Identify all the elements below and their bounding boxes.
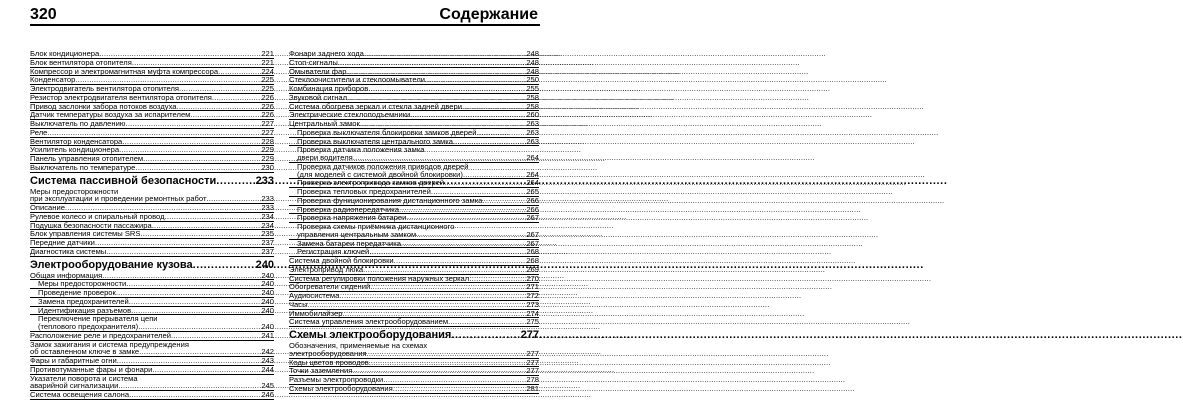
dot-leader [65, 204, 260, 212]
toc-entry-title: Проверка датчиков положения приводов дверей [297, 161, 469, 171]
dot-leader [352, 367, 525, 375]
toc-page-number: 244 [261, 364, 274, 374]
toc-page-number: 263 [526, 119, 539, 128]
dot-leader [444, 179, 525, 187]
dot-leader [482, 197, 525, 205]
toc-page-number: 226 [261, 92, 274, 102]
toc-page-number: 263 [526, 127, 539, 137]
toc-entry-title: Проверка выключателя центрального замка [297, 136, 453, 146]
toc-entry-title: Разъемы электропроводки [289, 375, 384, 384]
dot-leader [393, 385, 526, 393]
dot-leader [122, 138, 260, 146]
dot-leader [476, 129, 525, 137]
dot-leader [106, 248, 260, 256]
toc-page-number: 277 [526, 366, 539, 376]
dot-leader [453, 138, 525, 146]
dot-leader [462, 103, 525, 111]
page-number: 320 [30, 6, 57, 23]
toc-page-number: 226 [261, 110, 274, 120]
dot-leader [95, 239, 260, 247]
toc-page-number: 277 [526, 357, 539, 367]
toc-entry-title: Блок кондиционера [30, 49, 100, 58]
toc-entry-title: Регистрация ключей [297, 247, 370, 257]
page-header [30, 4, 540, 26]
toc-page-number: 243 [261, 356, 274, 365]
toc-entry-title: (для моделей с системой двойной блокировки) [297, 169, 463, 179]
toc-entry-title: Аудиосистема [289, 291, 340, 300]
toc-entry-title: Схемы электрооборудования [289, 329, 452, 341]
dot-leader [118, 382, 260, 390]
dot-leader [138, 323, 260, 331]
toc-entry-title: Переключение прерывателя цепи [38, 314, 158, 324]
toc-page-number: 241 [261, 330, 274, 340]
toc-page-number: 224 [261, 66, 274, 76]
toc-right-column [289, 50, 539, 394]
toc-page-number: 237 [261, 238, 274, 247]
toc-entry-title: Указатели поворота и система [30, 373, 138, 383]
toc-page-number: 240 [255, 258, 274, 271]
toc-page-number: 233 [261, 194, 274, 204]
toc-entry-title: Замок зажигания и система предупреждения [30, 339, 189, 349]
toc-page-number: 264 [526, 178, 539, 188]
dot-leader [99, 50, 260, 58]
toc-entry-title: Иммобилайзер [289, 308, 343, 318]
toc-entry-title: Точки заземления [289, 366, 353, 376]
toc-page-number: 268 [526, 256, 539, 265]
toc-entry-title: (теплового предохранителя) [38, 322, 139, 331]
dot-leader [383, 376, 525, 384]
toc-entry-title: Фары и габаритные огни [30, 356, 117, 365]
toc-entry-title: Проверка функционирования дистанционного замка [297, 195, 483, 205]
toc-entry-title: Резистор электродвигателя вентилятора отопителя [30, 92, 212, 102]
toc-page-number: 265 [526, 187, 539, 196]
toc-entry-title: аварийной сигнализации [30, 381, 119, 391]
toc-entry-title: Система двойной блокировки [289, 256, 394, 265]
toc-entry [30, 391, 274, 400]
toc-entry-title: Блок управления системы SRS [30, 229, 141, 239]
toc-page-number: 226 [261, 101, 274, 111]
toc-entry [30, 248, 274, 257]
toc-page-number: 250 [526, 75, 539, 85]
page-title: Содержание [439, 6, 538, 23]
dot-leader [116, 289, 260, 297]
toc-page-number: 228 [261, 136, 274, 146]
toc-entry [289, 318, 539, 327]
dot-leader [339, 292, 525, 300]
toc-page-number: 221 [261, 49, 274, 58]
toc-page-number: 240 [261, 288, 274, 297]
dot-leader [360, 120, 526, 128]
toc-page-number: 272 [526, 291, 539, 300]
toc-entry-title: Идентификация разъемов [38, 305, 132, 315]
toc-page-number: 230 [261, 162, 274, 172]
toc-entry [289, 385, 539, 394]
toc-entry-title: Передние датчики [30, 238, 95, 247]
toc-page-number: 271 [526, 282, 539, 292]
toc-page-number: 267 [526, 238, 539, 248]
dot-leader [369, 248, 525, 256]
toc-entry-title: Центральный замок [289, 119, 360, 128]
dot-leader [179, 85, 260, 93]
dot-leader [347, 94, 525, 102]
dot-leader [117, 357, 261, 365]
toc-entry-title: Система обогрева зеркал и стекла задней двери [289, 101, 462, 111]
toc-entry-title: Омыватели фар [289, 66, 347, 76]
dot-leader [448, 318, 525, 326]
toc-page-number: 281 [526, 383, 539, 393]
toc-page-number: 270 [526, 273, 539, 283]
toc-page-number: 229 [261, 154, 274, 163]
toc-page-number: 269 [526, 264, 539, 274]
dot-leader [139, 348, 260, 356]
toc-entry-title: Меры предосторожности [30, 186, 119, 196]
toc-entry-title: Реле [30, 127, 48, 137]
toc-page-number: 242 [261, 347, 274, 357]
toc-page-number: 246 [261, 390, 274, 399]
toc-page-number: 267 [526, 229, 539, 239]
toc-entry-title: Замена предохранителей [38, 296, 129, 306]
dot-leader [216, 175, 254, 188]
toc-page-number: 234 [261, 211, 274, 221]
toc-page-number: 233 [261, 203, 274, 212]
toc-entry-title: Замена батареи передатчика [297, 238, 401, 248]
toc-entry-title: Электрические стеклоподъемники [289, 110, 411, 120]
dot-leader [364, 50, 525, 58]
toc-entry-title: Проведение проверок [38, 288, 116, 297]
toc-section-heading [30, 175, 274, 188]
toc-page-number: 263 [526, 136, 539, 146]
toc-page-number: 233 [255, 174, 274, 187]
dot-leader [451, 329, 519, 342]
dot-leader [126, 120, 261, 128]
toc-entry [30, 164, 274, 173]
dot-leader [212, 94, 260, 102]
toc-page-number: 240 [261, 305, 274, 315]
toc-entry-title: Схемы электрооборудования [289, 383, 393, 393]
dot-leader [171, 332, 260, 340]
toc-entry-title: Проверка датчика положения замка [297, 145, 425, 155]
toc-page [0, 0, 570, 402]
toc-page-number: 235 [261, 229, 274, 239]
dot-leader [346, 68, 525, 76]
dot-leader [369, 359, 526, 367]
toc-entry-title: Фонари заднего хода [289, 49, 364, 58]
toc-page-number: 234 [261, 220, 274, 230]
toc-page-number: 240 [261, 270, 274, 280]
dot-leader [206, 195, 260, 203]
toc-entry-title: Компрессор и электромагнитная муфта компрессора [30, 66, 219, 76]
toc-entry-title: двери водителя [297, 153, 353, 162]
toc-entry-title: Диагностика системы [30, 246, 107, 256]
toc-entry-title: Конденсатор [30, 75, 76, 85]
dot-leader [75, 76, 260, 84]
dot-leader [152, 222, 261, 230]
toc-page-number: 258 [526, 101, 539, 111]
toc-entry-title: Выключатель по температуре [30, 162, 136, 172]
toc-entry-title: Звуковой сигнал [289, 92, 348, 102]
dot-leader [143, 155, 260, 163]
dot-leader [401, 240, 525, 248]
toc-entry-title: Проверка электропривода замков дверей [297, 178, 445, 188]
toc-entry-title: Проверка радиопередатчика [297, 204, 399, 214]
dot-leader [406, 214, 525, 222]
toc-entry-title: об оставленном ключе в замке [30, 347, 140, 357]
dot-leader [425, 76, 525, 84]
toc-page-number: 264 [526, 169, 539, 179]
dot-leader [47, 129, 260, 137]
dot-leader [131, 307, 260, 315]
toc-page-number: 260 [526, 110, 539, 120]
toc-entry-title: Электродвигатель вентилятора отопителя [30, 84, 179, 93]
toc-page-number: 229 [261, 145, 274, 155]
dot-leader [410, 111, 525, 119]
toc-entry-title: электрооборудования [289, 348, 367, 358]
toc-page-number: 245 [261, 381, 274, 391]
toc-page-number: 237 [261, 246, 274, 256]
toc-entry-title: Обогреватели сидений [289, 282, 371, 292]
dot-leader [129, 391, 260, 399]
toc-page-number: 274 [526, 308, 539, 318]
dot-leader [119, 146, 260, 154]
dot-leader [353, 154, 526, 162]
dot-leader [135, 164, 260, 172]
dot-leader [140, 230, 260, 238]
toc-entry-title: Проверка схемы приёмника дистанционного [297, 222, 455, 231]
toc-entry-title: Электрооборудование кузова [30, 258, 193, 271]
dot-leader [399, 206, 525, 214]
toc-page-number: 248 [526, 66, 539, 76]
toc-entry-title: Проверка тепловых предохранителей [297, 187, 431, 196]
toc-entry-title: Блок вентилятора отопителя [30, 57, 132, 67]
toc-page-number: 225 [261, 84, 274, 93]
toc-page-number: 248 [526, 49, 539, 58]
dot-leader [126, 280, 260, 288]
toc-page-number: 248 [526, 57, 539, 67]
toc-page-number: 240 [261, 322, 274, 331]
toc-entry-title: Панель управления отопителем [30, 154, 144, 163]
dot-leader [165, 213, 261, 221]
dot-leader [363, 266, 525, 274]
toc-page-number: 268 [526, 247, 539, 257]
toc-entry-title: Система освещения салона [30, 390, 130, 399]
toc-entry-title: Подушка безопасности пассажира [30, 220, 152, 230]
toc-entry-title: Обозначения, применяемые на схемах [289, 341, 428, 350]
dot-leader [342, 310, 525, 318]
toc-entry-title: Усилитель кондиционера [30, 145, 120, 155]
toc-page-number: 266 [526, 195, 539, 205]
toc-entry-title: при эксплуатации и проведении ремонтных работ [30, 194, 207, 204]
dot-leader [308, 301, 526, 309]
toc-entry-title: управления центральным замком [297, 229, 417, 239]
toc-entry-title: Расположение реле и предохранителей [30, 330, 171, 340]
toc-page-number: 266 [526, 204, 539, 214]
toc-page-number: 227 [261, 127, 274, 137]
dot-leader [370, 283, 525, 291]
dot-leader [102, 272, 260, 280]
toc-page-number: 240 [261, 296, 274, 306]
toc-entry-title: Часы [289, 299, 308, 309]
toc-entry-title: Стеклоочистители и стеклоомыватели [289, 75, 426, 85]
dot-leader [218, 68, 260, 76]
toc-entry-title: Датчик температуры воздуха за испарителем [30, 110, 191, 120]
toc-entry-title: Вентилятор конденсатора [30, 136, 123, 146]
dot-leader [416, 231, 525, 239]
toc-page-number: 277 [520, 329, 539, 341]
dot-leader [152, 366, 260, 374]
toc-page-number: 227 [261, 119, 274, 128]
dot-leader [367, 350, 526, 358]
toc-entry-title: Описание [30, 203, 65, 212]
dot-leader [132, 59, 261, 67]
toc-page-number: 255 [526, 84, 539, 93]
toc-entry-title: Проверка выключателя блокировки замков дверей [297, 127, 477, 137]
dot-leader [368, 85, 525, 93]
toc-entry-title: Система управления электрооборудованием [289, 317, 449, 327]
dot-leader [177, 103, 261, 111]
dot-leader [129, 298, 261, 306]
toc-entry-title: Комбинация приборов [289, 84, 369, 93]
dot-leader [394, 257, 526, 265]
toc-entry-title: Проверка напряжения батареи [297, 213, 407, 223]
dot-leader [193, 259, 255, 272]
toc-entry-title: Стоп-сигналы [289, 57, 338, 67]
toc-entry-title: Электропривод люка [289, 264, 364, 274]
toc-page-number: 240 [261, 279, 274, 289]
toc-page-number: 273 [526, 299, 539, 309]
toc-entry-title: Противотуманные фары и фонари [30, 364, 153, 374]
toc-entry-title: Система регулировки положения наружных зеркал [289, 273, 470, 283]
dot-leader [469, 275, 525, 283]
toc-entry-title: Выключатель по давлению [30, 119, 126, 128]
toc-page-number: 275 [526, 317, 539, 327]
dot-leader [338, 59, 525, 67]
toc-entry-title: Меры предосторожности [38, 279, 127, 289]
toc-entry-title: Общая информация [30, 270, 103, 280]
toc-entry-title: Привод заслонки забора потоков воздуха [30, 101, 177, 111]
toc-entry-title: Система пассивной безопасности [30, 174, 217, 187]
toc-page-number: 258 [526, 92, 539, 102]
toc-page-number: 264 [526, 153, 539, 162]
toc-page-number: 277 [526, 348, 539, 358]
dot-leader [190, 111, 260, 119]
toc-page-number: 225 [261, 75, 274, 85]
dot-leader [463, 171, 525, 179]
toc-section-heading [30, 259, 274, 272]
toc-entry-title: Рулевое колесо и спиральный провод [30, 211, 165, 221]
toc-left-column [30, 50, 274, 400]
dot-leader [431, 188, 525, 196]
toc-entry-title: Коды цветов проводов [289, 357, 369, 367]
toc-page-number: 267 [526, 213, 539, 223]
toc-page-number: 278 [526, 375, 539, 384]
toc-page-number: 221 [261, 57, 274, 67]
